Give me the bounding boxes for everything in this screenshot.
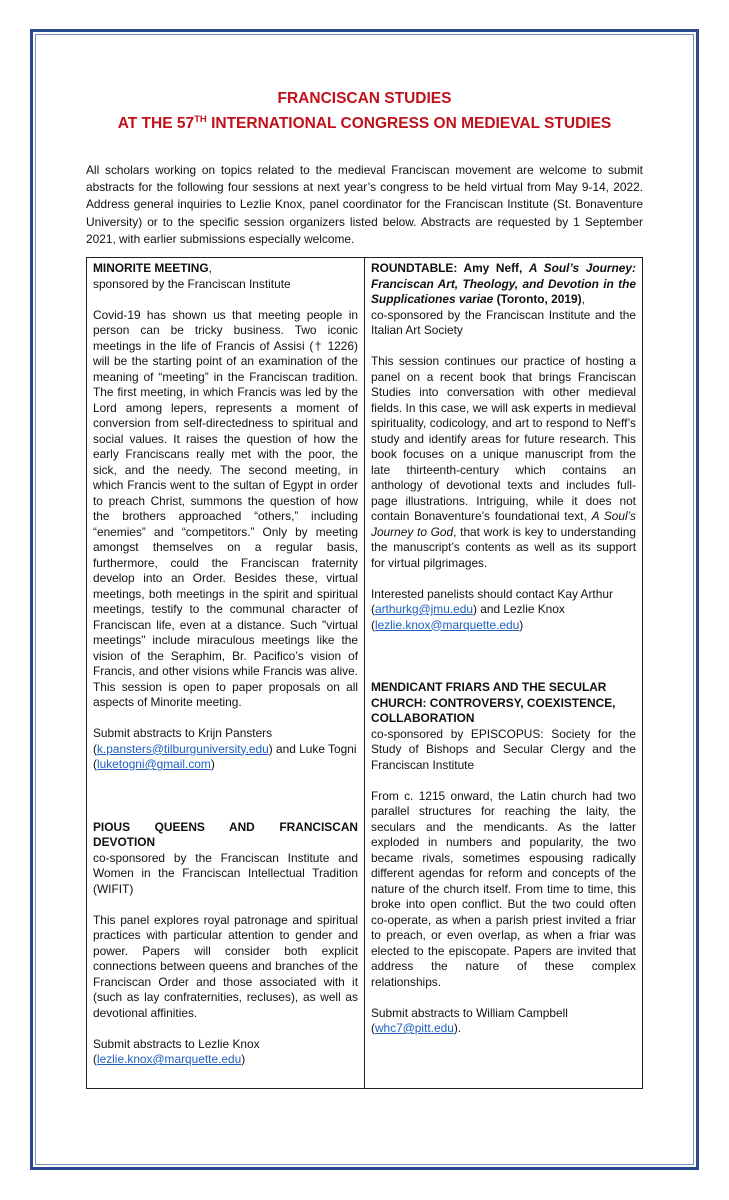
email-link-knox[interactable]: lezlie.knox@marquette.edu [374, 617, 520, 632]
intro-paragraph: All scholars working on topics related to the medieval Franciscan movement are welcome to submit abstracts for the following four sessions at next year’s congress to be held virtual from May 9-14, 2022. Address general inquiries to Lezlie Knox, panel coordinator for the Franciscan Institute (St. Bonaventure University) or to the specific session organizers listed below. Abstracts are requested by 1 September 2021, with earlier submissions especially welcome. [86, 163, 643, 246]
description-text: , that work is key to understanding the manuscript’s contents as well as its support for virtual pilgrimages. [371, 524, 636, 570]
contact-text: ) [519, 617, 524, 632]
session-contact [93, 726, 358, 773]
heading-comma: , [581, 292, 585, 306]
email-link-knox[interactable]: lezlie.knox@marquette.edu [96, 1052, 242, 1066]
contact-text: Submit abstracts to Krijn Pansters ( [93, 726, 273, 756]
session-description: From c. 1215 onward, the Latin church had two parallel structures for reaching the laity, the seculars and the mendicants. As the latter exploded in numbers and popularity, the two became rivals, sometimes espousing radically different agendas for reform and concepts of the nature of the church itself. From time to time, this broke into open conflict. But the two could often co-operate, as when a parish priest invited a friar to preach, or even overlap, as when a friar was elected to the episcopate. Papers are invited that address the nature of these complex relationships. [371, 788, 636, 989]
session-contact [371, 1006, 636, 1037]
email-link-arthur[interactable]: arthurkg@jmu.edu [374, 602, 473, 616]
title-line2-post: INTERNATIONAL CONGRESS ON MEDIEVAL STUDIES [206, 115, 612, 132]
contact-text: ) and Lezlie Knox ( [371, 602, 565, 632]
contact-text: ) [241, 1052, 246, 1066]
contact-text: Submit abstracts to William Campbell ( [371, 1005, 568, 1035]
session-sponsor: co-sponsored by the Franciscan Institute and Women in the Franciscan Intellectual Tradition (WIFIT) [93, 850, 358, 896]
session-description: This panel explores royal patronage and spiritual practices with particular attention to gender and power. Papers will consider both explicit connections between queens and branches of the Franciscan Order and those associated with it (such as lay confraternities, recluses), as well as devotional affinities. [93, 912, 358, 1020]
email-link-togni[interactable]: luketogni@gmail.com [96, 757, 211, 771]
session-sponsor: co-sponsored by the Franciscan Institute and the Italian Art Society [371, 307, 636, 337]
contact-text: Submit abstracts to Lezlie Knox ( [93, 1036, 260, 1066]
session-contact [93, 1037, 358, 1068]
session-contact [371, 587, 636, 634]
title-line2-pre: AT THE 57 [117, 115, 195, 132]
session-mendicant-friars-heading: MENDICANT FRIARS AND THE SECULAR CHURCH: CONTROVERSY, COEXISTENCE, COLLABORATION [371, 680, 616, 725]
session-minorite-meeting-heading [93, 261, 358, 277]
page-title-line1: FRANCISCAN STUDIES [277, 90, 452, 107]
sessions-left-column [87, 258, 365, 1088]
contact-text: Interested panelists should contact Kay Arthur ( [371, 586, 613, 616]
contact-text: ). [453, 1021, 462, 1035]
title-ordinal-suffix: TH [194, 114, 207, 125]
page-title-line2 [60, 113, 669, 135]
sessions-right-column [365, 258, 642, 1088]
heading-comma: , [208, 261, 212, 275]
sessions-table [86, 257, 643, 1089]
session-roundtable-heading [371, 261, 636, 308]
heading-bold-tail: (Toronto, 2019) [493, 292, 582, 306]
italic-title: A Soul’s Journey to God [371, 509, 637, 539]
session-sponsor: sponsored by the Franciscan Institute [93, 276, 291, 291]
session-pious-queens-heading: PIOUS QUEENS AND FRANCISCAN DEVOTION [93, 819, 358, 849]
contact-text: ) [210, 757, 215, 771]
contact-text: ) and Luke Togni ( [93, 741, 357, 771]
book-title: A Soul’s Journey: Franciscan Art, Theology, and Devotion in the Supplicationes variae [371, 261, 636, 306]
email-link-pansters[interactable]: k.pansters@tilburguniversity.edu [96, 741, 269, 756]
session-heading: MINORITE MEETING [93, 261, 209, 275]
session-description: Covid-19 has shown us that meeting people in person can be tricky business. Two iconic meetings in the life of Francis of Assisi († 1226) will be the starting point of an examination of the meaning of “meeting” in the Franciscan tradition. The first meeting, in which Francis was led by the Lord among lepers, represents a moment of conversion from self-directedness to spiritual and social values. It raises the question of how the early Franciscans really met with the poor, the sick, and the needy. The second meeting, in which Francis went to the sultan of Egypt in order to preach Christ, summons the question of how the brothers approached “others,” including “enemies” and “competitors.” Only by meeting amongst themselves on a regular basis, furthermore, could the Franciscan fraternity develop into an Order. Besides these, virtual meetings, both meetings in the spirit and spiritual meetings, testify to the communal character of Franciscan life, even at a distance. Such "virtual meetings" include miraculous meetings like the vision of the Seraphim, Br. Pacifico’s vision of Francis, and other visions while Francis was alive. This session is open to paper proposals on all aspects of Minorite meeting. [93, 307, 358, 709]
session-description [371, 354, 636, 571]
session-sponsor: co-sponsored by EPISCOPUS: Society for the Study of Bishops and Secular Clergy and the Franciscan Institute [371, 726, 636, 772]
email-link-campbell[interactable]: whc7@pitt.edu [374, 1021, 454, 1035]
heading-bold-part: ROUNDTABLE: Amy Neff, [371, 261, 529, 275]
description-text: This session continues our practice of hosting a panel on a recent book that brings Franciscan Studies into conversation with other medieval fields. In this case, we will ask experts in medieval spirituality, codicology, and art to respond to Neff’s study and identify areas for future research. This book focuses on a unique manuscript from the late thirteenth-century which contains an anthology of devotional texts and includes full-page illustrations. Intriguing, while it does not contain Bonaventure’s foundational text, [371, 354, 636, 523]
